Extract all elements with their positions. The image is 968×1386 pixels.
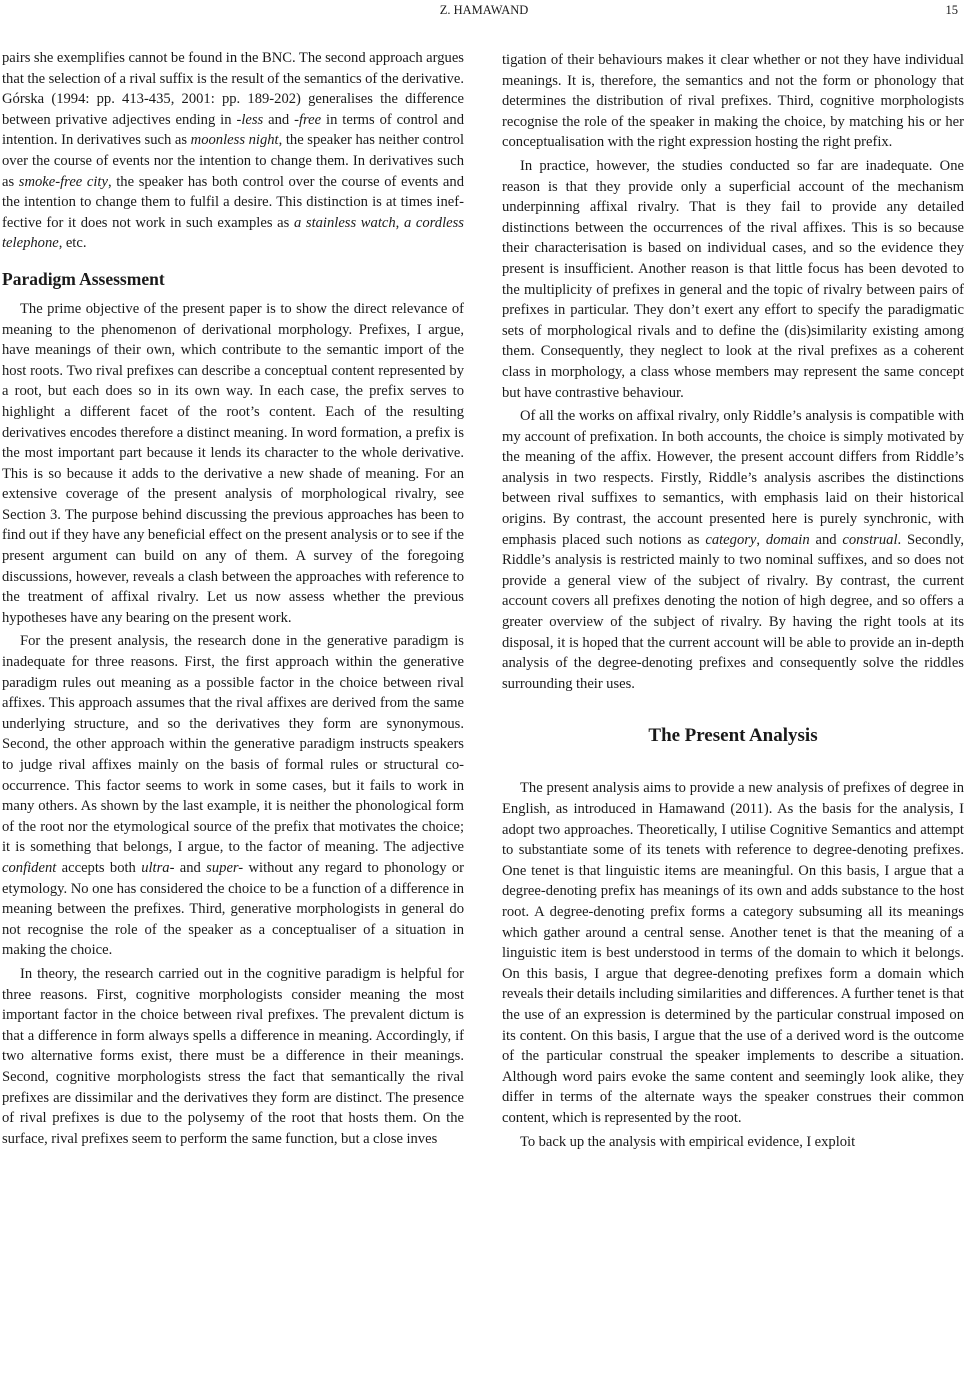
paragraph-prime-objective: The prime objective of the present paper is to show the direct relevance of meaning to the phenomenon of derivational morphology. Prefixes, I argue, have meanings of their own, which contribute to the semantic import of the host roots. Two rival prefixes can describe a conceptual content represented by a root, but each does so in its own way. In each case, the prefix serves to highlight a different facet of the root’s content. Each of the resulting derivatives encodes therefore a distinct meaning. In word formation, a prefix is the most important part because it lends its character to the whole derivative. This is so because it adds to the derivative a new shade of meaning. For an extensive coverage of the present analysis of morphological rivalry, see Section 3. The purpose behind discussing the previous approaches has been to find out if they have any beneficial effect on the present analysis or to see if the present argument can build on any of them. A survey of the foregoing discussions, however, reveals a clash between the approaches with reference to the treatment of affixal rivalry. Let us now assess whether the previous hypotheses have any bearing on the present work.	[2, 300, 464, 626]
italic-example-moonless-night: moonless night	[190, 132, 279, 149]
paragraph-present-analysis-aims: The present analysis aims to provide a new analysis of prefixes of degree in English, as introduced in Hamawand (2011). As the basis for the analysis, I adopt two approaches. Theoretically, I utilise Cognitive Semantics and attempt to substantiate some of its tenets with reference to degree-denoting prefixes. One tenet is that linguistic items are meaningful. On this basis, I argue that a degree-denoting prefix has meanings of its own and adds substance to the host root. A degree-denoting prefix forms a category subsuming all its meanings which gather around a central sense. Another tenet is that the meaning of a linguistic item is best understood in terms of the domain to which it belongs. On this basis, I argue that degree-denoting prefixes form a domain which reveals their details including similarities and differences. A further tenet is that the use of an expression is determined by the particular construal imposed on its content. On this basis, I argue that the use of a derived word is the outcome of the particular construal the speaker implements to describe a situation. Although word pairs evoke the same content and seemingly look alike, they differ in terms of the alternate ways the speaker construes their common content, which is represented by the root.	[502, 780, 964, 1126]
left-column	[2, 48, 464, 1149]
italic-term-construal: construal	[842, 531, 898, 548]
section-heading-paradigm-assessment: Paradigm Assessment	[2, 268, 165, 289]
paragraph-riddle-analysis	[502, 406, 964, 694]
paragraph-generative-paradigm	[2, 631, 464, 961]
paragraph-rival-suffix-semantics	[2, 48, 464, 254]
italic-term-less: -less	[236, 111, 264, 128]
text-run: , the speaker has neither control over the course of events nor the intention to change them. In derivatives such as	[2, 132, 464, 190]
text-run: accepts both	[56, 859, 142, 876]
text-run: . Secondly, Riddle’s analysis is restricted mainly to two nominal suffixes, and so does not provide a general view of the subject of rivalry. By contrast, the current account covers all prefixes denoting the notion of high degree, and so offers a greater overview of the subject of rivalry. By having the right tools at its disposal, it is hoped that the current account will be able to provide an in-depth analysis of the degree-denoting prefixes and consequently solve the riddles surrounding their uses.	[502, 531, 964, 692]
paragraph-empirical-evidence: To back up the analysis with empirical evidence, I exploit	[520, 1133, 856, 1150]
italic-example-smoke-free-city: smoke-free city	[18, 173, 108, 190]
text-run: and	[809, 531, 843, 548]
paragraph-investigation-continued: tigation of their behaviours makes it clear whether or not they have individual meanings. It is, therefore, the semantics and not the form or phonology that determines the distribution of rival prefixes. Third, cognitive morphologists recognise the role of the speaker in making the choice, by matching his or her conceptualisation with the right expression hosting the right prefix.	[502, 52, 964, 151]
italic-prefix-ultra: ultra-	[141, 859, 175, 876]
italic-term-category: category	[705, 531, 757, 548]
running-head	[0, 0, 968, 20]
text-run: and	[174, 859, 207, 876]
italic-prefix-super: super-	[206, 859, 244, 876]
text-run: , the speaker has both control over the course of events and the intention to change them to fulfil a desire. This distinction is at times ineffective for it does not work in such examples as	[2, 173, 464, 231]
italic-term-confident: confident	[2, 859, 57, 876]
running-head-author: Z. HAMAWAND	[439, 3, 529, 17]
section-heading-present-analysis: The Present Analysis	[648, 725, 818, 747]
text-run: and	[263, 111, 295, 128]
text-run: ,	[756, 531, 766, 548]
text-run: in terms of control and intention. In derivatives such as	[2, 111, 464, 149]
page-number: 15	[945, 3, 958, 17]
paragraph-cognitive-paradigm-theory: In theory, the research carried out in the cognitive paradigm is helpful for three reasons. First, cognitive morphologists consider meaning the most important factor in the choice between rival prefixes. The prevalent dictum is that a difference in form always spells a difference in meaning. Accordingly, if two alternative forms exist, there must be a difference in their meanings. Second, cognitive morphologists stress the fact that semantically the rival prefixes are dissimilar and the derivatives they form are distinct. The presence of rival prefixes is due to the polysemy of the root that hosts them. On the surface, rival prefixes seem to perform the same function, but a close inves	[2, 965, 464, 1147]
right-column	[502, 50, 964, 1155]
italic-example-stainless-watch: a stainless watch	[293, 214, 396, 231]
text-run: ,	[395, 214, 404, 231]
italic-term-domain: domain	[765, 531, 810, 548]
italic-term-free: -free	[294, 111, 322, 128]
text-run: For the present analysis, the research done in the generative paradigm is inadequate for three reasons. First, the first approach within the generative paradigm rules out meaning as a possible factor in the choice between rival affixes. This approach assumes that the rival affixes are derived from the same underlying structure, and so the derivatives they form are synonymous. Second, the other approach within the generative paradigm instructs speakers to judge rival affixes mainly on the basis of formal rules or structural co-occurrence. This factor seems to work in some cases, but it fails to work in many others. As shown by the last example, it is neither the phonological form of the root nor the etymological source of the prefix that motivates the choice; it is something that belongs, I argue, to the factor of meaning. The adjective	[2, 633, 464, 856]
text-run: , etc.	[58, 235, 87, 252]
text-run: pairs she exemplifies cannot be found in the BNC. The second approach argues that the selection of a rival suffix is the result of the semantics of the derivative. Górska (1994: pp. 413-435, 2001: pp. 189-202) generalises the difference between privative adjectives ending in	[2, 50, 464, 128]
text-run: without any regard to phonology or etymology. No one has considered the choice to be a function of a difference in meaning between the prefixes. Third, generative morphologists in general do not recognise the role of the speaker as a conceptualiser of a situation in making the choice.	[2, 859, 465, 959]
text-run: Of all the works on affixal rivalry, only Riddle’s analysis is compatible with my account of prefixation. In both accounts, the choice is simply motivated by the meaning of the affix. However, the present account differs from Riddle’s analysis in two respects. Firstly, Riddle’s analysis ascribes the distinctions between rival suffixes to semantics, with emphasis laid on their historical origins. By contrast, the account presented here is purely synchronic, with emphasis placed such notions as	[502, 408, 964, 548]
italic-example-cordless-telephone: a cordless telephone	[2, 214, 464, 252]
paragraph-studies-inadequate: In practice, however, the studies conducted so far are inadequate. One reason is that they provide only a superficial account of the mechanism underpinning affixal rivalry. That is they fail to provide any detailed distinctions between the occurrences of the rival affixes. This is so because their characterisation is based on individual cases, and so the evidence they present is insufficient. Another reason is that little focus has been devoted to the multiplicity of prefixes in general and the topic of rivalry between pairs of prefixes in particular. They don’t exert any effort to specify the paradigmatic sets of morphological rivals and to define the (dis)similarity existing among them. Consequently, they neglect to look at the rival prefixes as a coherent class in morphology, a class whose members may represent the same concept but have contrastive behaviour.	[502, 157, 964, 401]
